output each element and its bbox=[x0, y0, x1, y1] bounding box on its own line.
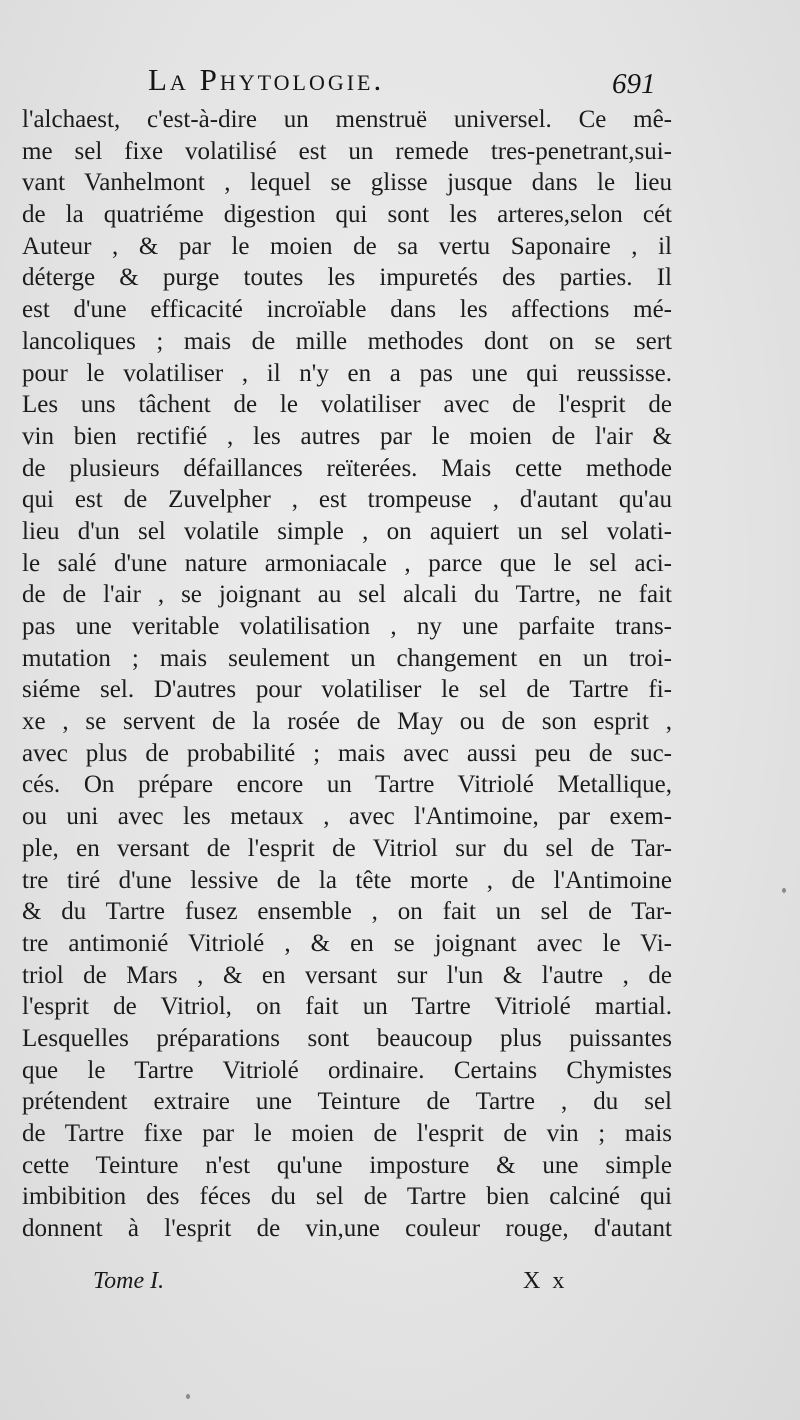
text-line: avec plus de probabilité ; mais avec aussi peu de suc- bbox=[22, 739, 672, 767]
text-line: lancoliques ; mais de mille methodes dont on se sert bbox=[22, 327, 672, 355]
text-line: de Tartre fixe par le moien de l'esprit de vin ; mais bbox=[22, 1120, 672, 1147]
text-line: vin bien rectifié , les autres par le moien de l'air & bbox=[22, 422, 672, 450]
text-line: que le Tartre Vitriolé ordinaire. Certains Chymistes bbox=[22, 1056, 672, 1084]
text-line: ple, en versant de l'esprit de Vitriol sur du sel de Tar- bbox=[22, 834, 672, 862]
text-line: pas une veritable volatilisation , ny une parfaite trans- bbox=[22, 613, 672, 640]
text-line: donnent à l'esprit de vin,une couleur rouge, d'autant bbox=[22, 1215, 672, 1243]
text-line: Lesquelles préparations sont beaucoup plus puissantes bbox=[22, 1024, 672, 1052]
text-line: lieu d'un sel volatile simple , on aquiert un sel volati- bbox=[22, 517, 672, 545]
text-line: de de l'air , se joignant au sel alcali du Tartre, ne fait bbox=[22, 581, 672, 609]
text-line: Les uns tâchent de le volatiliser avec de l'esprit de bbox=[22, 391, 672, 419]
text-line: pour le volatiliser , il n'y en a pas une qui reussisse. bbox=[22, 359, 672, 387]
volume-label: Tome I. bbox=[93, 1268, 165, 1294]
text-line: de plusieurs défaillances reïterées. Mais cette methode bbox=[22, 454, 672, 482]
text-line: l'esprit de Vitriol, on fait un Tartre Vitriolé martial. bbox=[22, 993, 672, 1021]
text-line: Auteur , & par le moien de sa vertu Saponaire , il bbox=[22, 232, 672, 260]
paper-speck bbox=[186, 1394, 190, 1399]
text-line: me sel fixe volatilisé est un remede tres-penetrant,sui- bbox=[22, 137, 672, 165]
text-line: triol de Mars , & en versant sur l'un & l'autre , de bbox=[22, 961, 672, 989]
text-line: tre antimonié Vitriolé , & en se joignant avec le Vi- bbox=[22, 929, 672, 957]
text-line: est d'une efficacité incroïable dans les affections mé- bbox=[22, 296, 672, 324]
text-line: ou uni avec les metaux , avec l'Antimoine, par exem- bbox=[22, 803, 672, 831]
text-line: l'alchaest, c'est-à-dire un menstruë universel. Ce mê- bbox=[22, 106, 672, 133]
text-line: cette Teinture n'est qu'une imposture & une simple bbox=[22, 1151, 672, 1179]
text-line: siéme sel. D'autres pour volatiliser le sel de Tartre fi- bbox=[22, 676, 672, 704]
text-line: & du Tartre fusez ensemble , on fait un sel de Tar- bbox=[22, 898, 672, 926]
page-footer bbox=[0, 1268, 800, 1304]
text-line: cés. On prépare encore un Tartre Vitriolé Metallique, bbox=[22, 771, 672, 799]
text-line: qui est de Zuvelpher , est trompeuse , d'autant qu'au bbox=[22, 486, 672, 514]
text-line: prétendent extraire une Teinture de Tartre , du sel bbox=[22, 1088, 672, 1116]
text-line: le salé d'une nature armoniacale , parce que le sel aci- bbox=[22, 549, 672, 577]
page-number: 691 bbox=[612, 68, 656, 100]
paper-speck bbox=[782, 888, 786, 893]
running-title: La Phytologie. bbox=[148, 62, 385, 97]
text-line: mutation ; mais seulement un changement en un troi- bbox=[22, 644, 672, 672]
signature-mark: X x bbox=[523, 1268, 568, 1294]
running-head bbox=[0, 58, 800, 104]
text-line: déterge & purge toutes les impuretés des parties. Il bbox=[22, 264, 672, 292]
body-text bbox=[22, 104, 672, 1245]
text-line: vant Vanhelmont , lequel se glisse jusque dans le lieu bbox=[22, 169, 672, 197]
text-line: xe , se servent de la rosée de May ou de son esprit , bbox=[22, 708, 672, 736]
text-line: de la quatriéme digestion qui sont les arteres,selon cét bbox=[22, 201, 672, 229]
text-line: tre tiré d'une lessive de la tête morte , de l'Antimoine bbox=[22, 866, 672, 894]
text-line: imbibition des féces du sel de Tartre bien calciné qui bbox=[22, 1183, 672, 1211]
